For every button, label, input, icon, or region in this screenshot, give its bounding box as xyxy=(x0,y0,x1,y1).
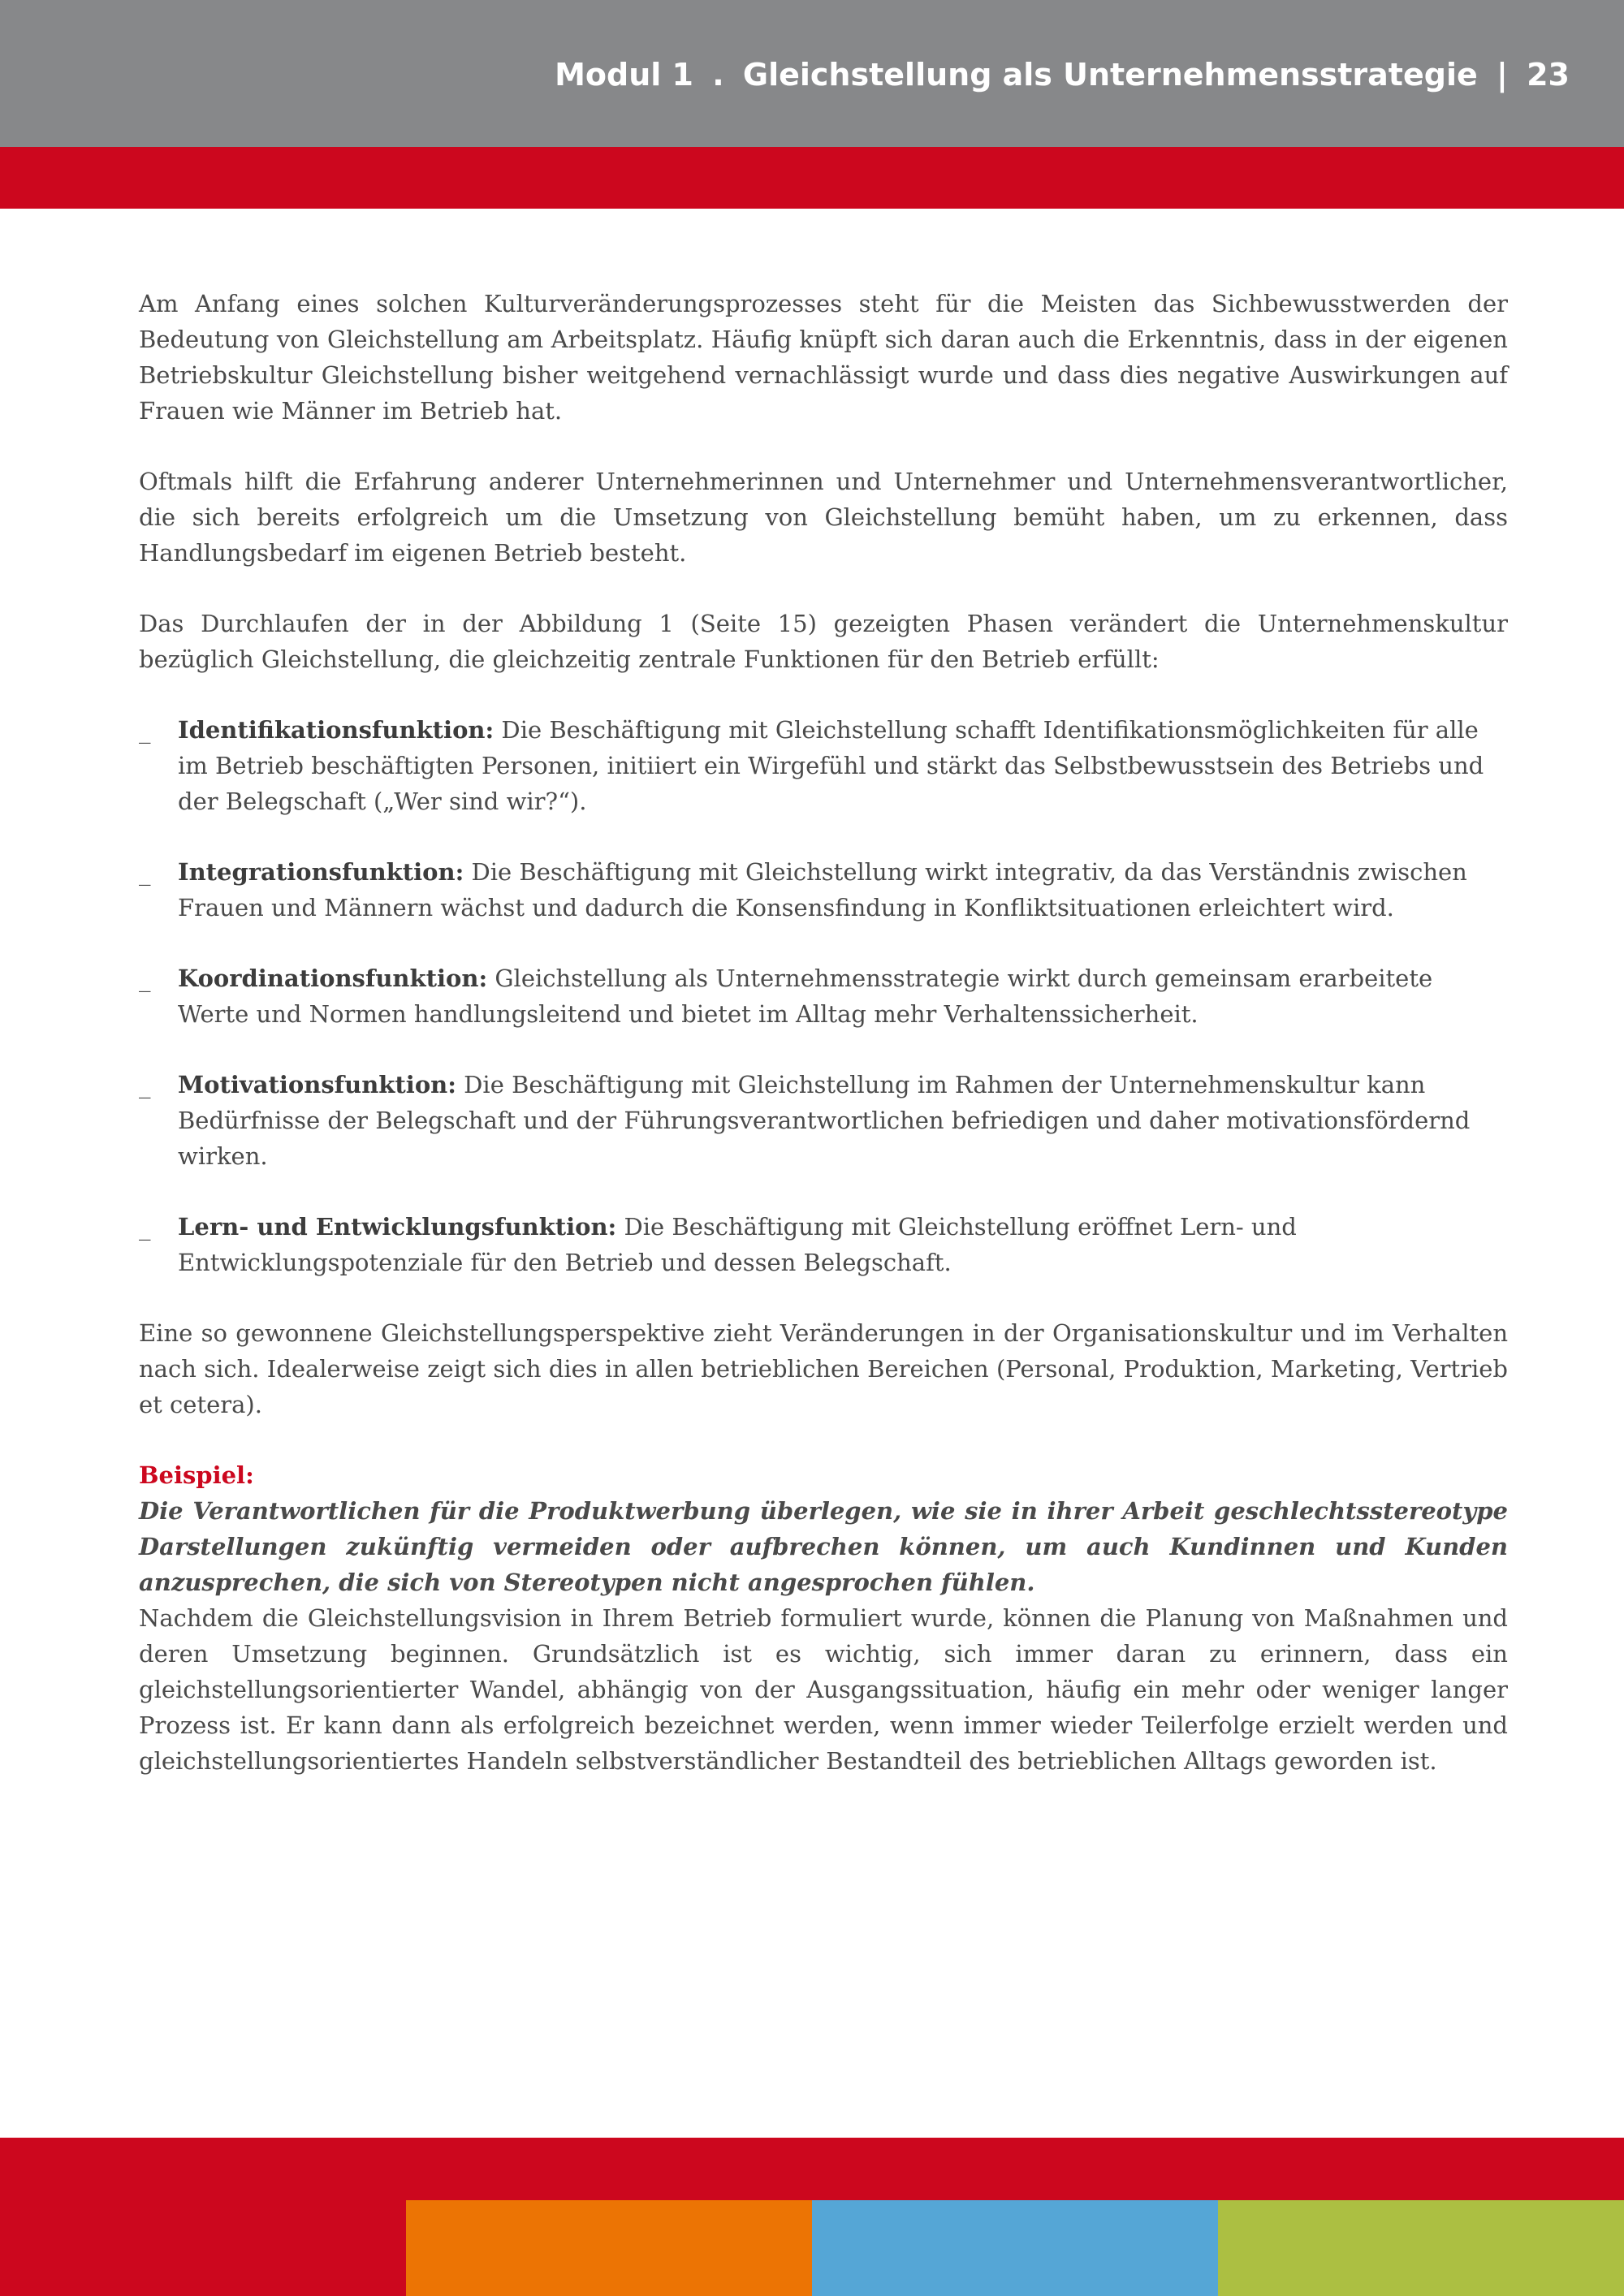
bullet-term: Lern- und Entwicklungsfunktion: xyxy=(178,1213,617,1241)
list-item-motivation xyxy=(139,1067,1508,1174)
bullet-text: Gleichstellung als Unternehmensstrategie wirkt durch gemeinsam erarbeitete Werte und Normen handlungsleitend und bietet im Alltag mehr Verhaltenssicherheit. xyxy=(178,965,1433,1028)
bullet-term: Identifikationsfunktion: xyxy=(178,716,495,744)
footer-stripe-blue xyxy=(812,2200,1218,2296)
bullet-text: Die Beschäftigung mit Gleichstellung eröffnet Lern- und Entwicklungspotenziale für den Betrieb und dessen Belegschaft. xyxy=(178,1213,1297,1276)
bullet-marker: _ xyxy=(139,858,151,886)
bullet-marker: _ xyxy=(139,965,151,992)
list-item-integration xyxy=(139,854,1508,926)
bullet-marker: _ xyxy=(139,1071,151,1098)
page-header-title xyxy=(555,49,1570,101)
paragraph: Nachdem die Gleichstellungsvision in Ihrem Betrieb formuliert wurde, können die Planung von Maßnahmen und deren Umsetzung beginnen. Grundsätzlich ist es wichtig, sich immer daran zu erinnern, dass ein gleichstellungsorientierter Wandel, abhängig von der Ausgangssituation, häufig ein mehr oder weniger langer Prozess ist. Er kann dann als erfolgreich bezeichnet werden, wenn immer wieder Teilerfolge erzielt werden und gleichstellungsorientiertes Handeln selbstverständlicher Bestandteil des betrieblichen Alltags geworden ist. xyxy=(139,1604,1508,1775)
bullet-text: Die Beschäftigung mit Gleichstellung im Rahmen der Unternehmenskultur kann Bedürfnisse der Belegschaft und der Führungsverantwortlichen befriedigen und daher motivationsfördernd wirken. xyxy=(178,1071,1471,1170)
bullet-term: Motivationsfunktion: xyxy=(178,1071,456,1098)
page-content xyxy=(139,286,1508,1779)
chapter-title: Gleichstellung als Unternehmensstrategie xyxy=(742,57,1478,93)
header-bar xyxy=(0,0,1624,147)
bullet-term: Integrationsfunktion: xyxy=(178,858,464,886)
header-separator: | xyxy=(1496,57,1508,93)
list-item-identifikation xyxy=(139,712,1508,819)
bullet-marker: _ xyxy=(139,716,151,744)
example-label: Beispiel: xyxy=(139,1461,254,1489)
paragraph: Das Durchlaufen der in der Abbildung 1 (Seite 15) gezeigten Phasen verändert die Unternehmenskultur bezüglich Gleichstellung, die gleichzeitig zentrale Funktionen für den Betrieb erfüllt: xyxy=(139,610,1508,673)
paragraph: Oftmals hilft die Erfahrung anderer Unternehmerinnen und Unternehmer und Unternehmensverantwortlicher, die sich bereits erfolgreich um die Umsetzung von Gleichstellung bemüht haben, um zu erkennen, dass Handlungsbedarf im eigenen Betrieb besteht. xyxy=(139,468,1508,567)
page-number: 23 xyxy=(1527,57,1570,93)
bullet-text: Die Beschäftigung mit Gleichstellung wirkt integrativ, da das Verständnis zwischen Frauen und Männern wächst und dadurch die Konsensfindung in Konfliktsituationen erleichtert wird. xyxy=(178,858,1467,921)
footer-stripe-green xyxy=(1218,2200,1624,2296)
list-item-koordination xyxy=(139,960,1508,1032)
paragraph: Am Anfang eines solchen Kulturveränderungsprozesses steht für die Meisten das Sichbewusstwerden der Bedeutung von Gleichstellung am Arbeitsplatz. Häufig knüpft sich daran auch die Erkenntnis, dass in der eigenen Betriebskultur Gleichstellung bisher weitgehend vernachlässigt wurde und dass dies negative Auswirkungen auf Frauen wie Männer im Betrieb hat. xyxy=(139,290,1508,425)
example-text: Die Verantwortlichen für die Produktwerbung überlegen, wie sie in ihrer Arbeit geschlechtsstereotype Darstellungen zukünftig vermeiden oder aufbrechen können, um auch Kundinnen und Kunden anzusprechen, die sich von Stereotypen nicht angesprochen fühlen. xyxy=(139,1497,1508,1596)
header-red-band xyxy=(0,147,1624,209)
bullet-text: Die Beschäftigung mit Gleichstellung schafft Identifikationsmöglichkeiten für alle im Betrieb beschäftigten Personen, initiiert ein Wirgefühl und stärkt das Selbstbewusstsein des Betriebs und der Belegschaft („Wer sind wir?“). xyxy=(178,716,1484,815)
footer-stripe-orange xyxy=(406,2200,812,2296)
module-label: Modul 1 xyxy=(555,57,693,93)
bullet-term: Koordinationsfunktion: xyxy=(178,965,488,992)
bullet-marker: _ xyxy=(139,1213,151,1241)
list-item-lernen xyxy=(139,1209,1508,1280)
paragraph: Eine so gewonnene Gleichstellungsperspektive zieht Veränderungen in der Organisationskultur und im Verhalten nach sich. Idealerweise zeigt sich dies in allen betrieblichen Bereichen (Personal, Produktion, Marketing, Vertrieb et cetera). xyxy=(139,1319,1508,1418)
module-dot: . xyxy=(712,57,724,93)
